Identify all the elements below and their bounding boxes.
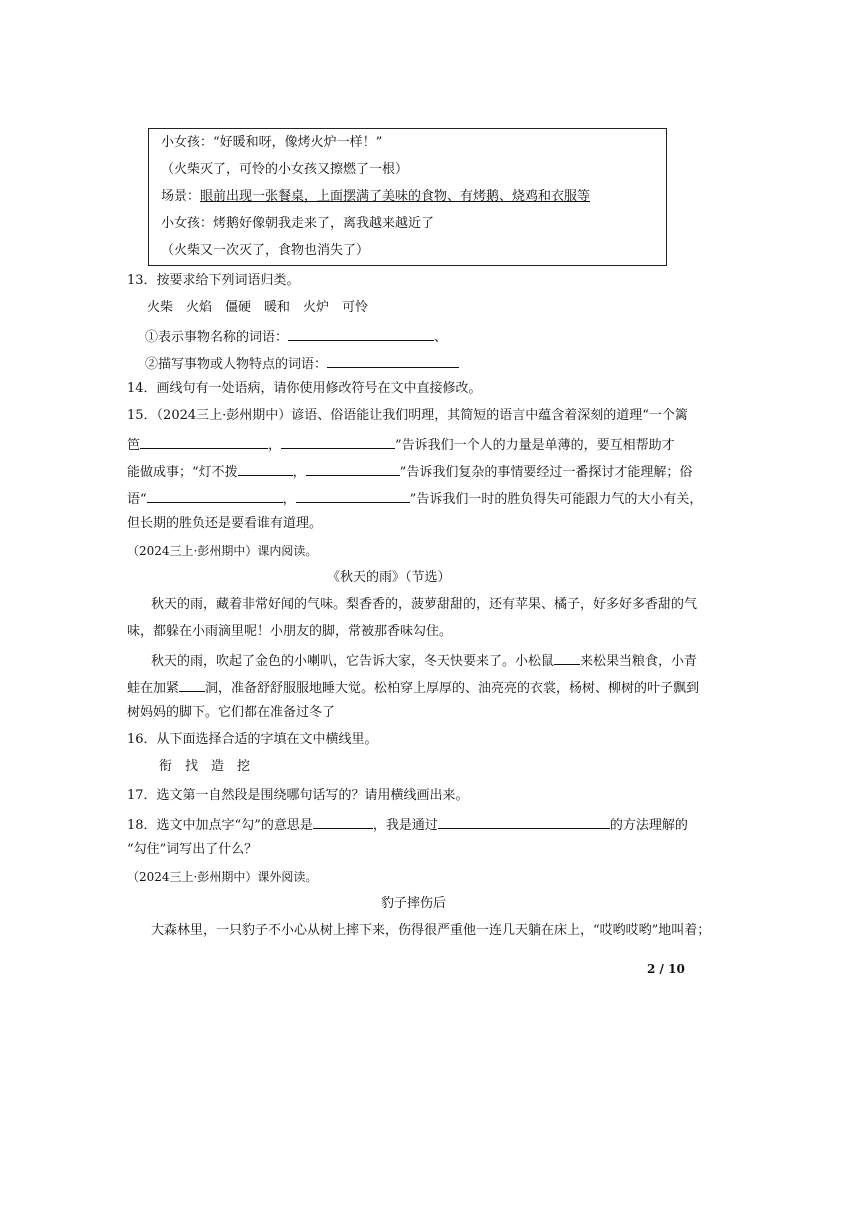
q15-text: 语“ (127, 492, 147, 507)
dialogue-line-2: （火柴灭了，可怜的小女孩又擦燃了一根） (161, 162, 409, 177)
answer-blank[interactable] (179, 677, 205, 692)
answer-blank[interactable] (554, 650, 580, 665)
answer-blank[interactable] (147, 488, 283, 503)
dialogue-line-5: （火柴又一次灭了，食物也消失了） (161, 243, 370, 258)
dialogue-line-3 (161, 188, 590, 206)
reading1-text: 秋天的雨，吹起了金色的小喇叭，它告诉大家，冬天快要来了。小松鼠 (151, 654, 555, 669)
reading1-intro: （2024三上·彭州期中）课内阅读。 (127, 544, 318, 558)
q18-line-2: “勾住”词写出了什么？ (127, 842, 258, 857)
q14-text: 14．画线句有一处语病，请你使用修改符号在文中直接修改。 (127, 381, 482, 396)
q15-text: ， (282, 492, 296, 507)
q15-text: 笆 (127, 438, 141, 453)
scene-label: 场景： (161, 189, 201, 204)
reading1-p1-line2: 味，都躲在小雨滴里呢！小朋友的脚，常被那香味勾住。 (127, 624, 453, 639)
reading1-p2-line2 (127, 677, 699, 698)
q15-text: ”告诉我们一时的胜负得失可能跟力气的大小有关， (409, 492, 703, 507)
q17-text: 17．选文第一自然段是围绕哪句话写的？请用横线画出来。 (127, 788, 469, 803)
q18-line-1 (127, 814, 688, 835)
q13-words: 火柴 火焰 僵硬 暖和 火炉 可怜 (147, 300, 369, 315)
q13-sub2 (145, 353, 459, 374)
q18-text: 18．选文中加点字“勾”的意思是 (127, 818, 313, 833)
q15-line-4 (127, 488, 702, 509)
q15-line-1: 15．（2024三上·彭州期中）谚语、俗语能让我们明理，其简短的语言中蕴含着深刻的道理“一个篱 (127, 408, 688, 423)
q15-line-2 (127, 434, 675, 455)
dialogue-line-1: 小女孩：“好暖和呀，像烤火炉一样！” (161, 135, 383, 150)
q15-line-5: 但长期的胜负还是要看谁有道理。 (127, 516, 323, 531)
q16-text: 16．从下面选择合适的字填在文中横线里。 (127, 732, 378, 747)
answer-blank[interactable] (327, 353, 459, 368)
q15-text: ”告诉我们复杂的事情要经过一番探讨才能理解；俗 (399, 465, 693, 480)
reading1-p2-line1 (151, 650, 697, 671)
q15-text: ”告诉我们一个人的力量是单薄的，要互相帮助才 (395, 438, 675, 453)
answer-blank[interactable] (238, 461, 293, 476)
q15-line-3 (127, 461, 692, 482)
q15-text: ， (292, 465, 306, 480)
q13-sub1-label: ①表示事物名称的词语： (145, 330, 289, 345)
q16-choices: 衔 找 造 挖 (159, 759, 251, 774)
q13-sub2-label: ②描写事物或人物特点的词语： (145, 357, 328, 372)
underlined-sentence: 眼前出现一张餐桌，上面摆满了美味的食物、有烤鹅、烧鸡和衣服等 (200, 189, 591, 204)
dialogue-line-4: 小女孩：烤鹅好像朝我走来了，离我越来越近了 (161, 216, 435, 231)
answer-blank[interactable] (438, 814, 610, 829)
answer-blank[interactable] (296, 488, 410, 503)
answer-blank[interactable] (313, 814, 373, 829)
reading1-title: 《秋天的雨》（节选） (327, 570, 451, 585)
reading1-text: 洞，准备舒舒服服地睡大觉。松柏穿上厚厚的、油亮亮的衣裳，杨树、柳树的叶子飘到 (205, 681, 700, 696)
reading1-text: 来松果当粮食，小青 (580, 654, 698, 669)
answer-blank[interactable] (140, 434, 268, 449)
page-number: 2 / 10 (647, 962, 685, 976)
reading1-p2-line3: 树妈妈的脚下。它们都在准备过冬了 (127, 705, 336, 720)
reading2-p1: 大森林里，一只豹子不小心从树上摔下来，伤得很严重他一连几天躺在床上，“哎哟哎哟”地叫着； (151, 923, 711, 938)
reading2-intro: （2024三上·彭州期中）课外阅读。 (127, 870, 318, 884)
q13-sub1 (145, 326, 447, 347)
q13-title: 13．按要求给下列词语归类。 (127, 273, 300, 288)
answer-blank[interactable] (288, 326, 434, 341)
reading2-title: 豹子摔伤后 (381, 896, 447, 911)
reading1-p1-line1: 秋天的雨，藏着非常好闻的气味。梨香香的，菠萝甜甜的，还有苹果、橘子，好多好多香甜的气 (151, 597, 698, 612)
answer-blank[interactable] (281, 434, 395, 449)
q18-text: 的方法理解的 (609, 818, 688, 833)
q18-text: ，我是通过 (372, 818, 438, 833)
answer-blank[interactable] (306, 461, 400, 476)
q15-text: ， (268, 438, 282, 453)
q15-text: 能做成事；“灯不拨 (127, 465, 238, 480)
q13-sub1-sep: 、 (434, 330, 448, 345)
reading1-text: 蛙在加紧 (127, 681, 180, 696)
